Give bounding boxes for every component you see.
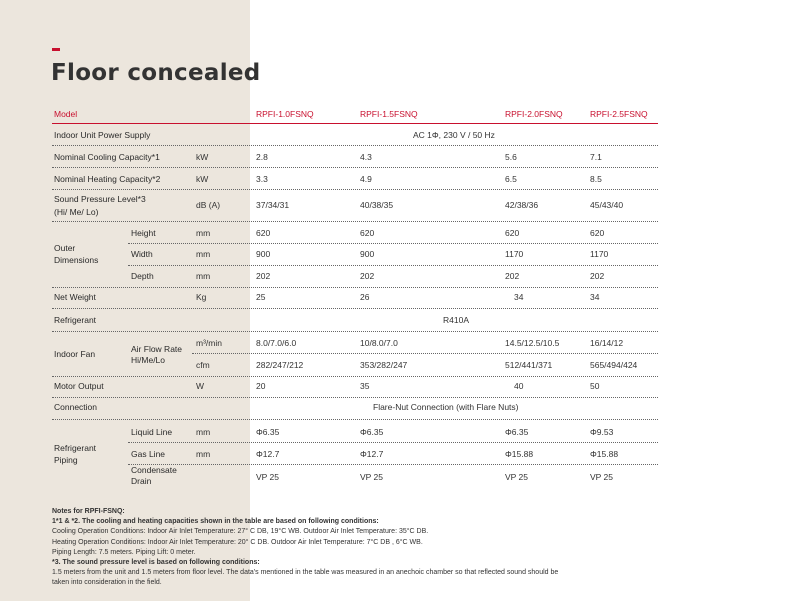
note-piping: Piping Length: 7.5 meters. Piping Lift: 0 meter. [52,548,196,556]
sound-label: Sound Pressure Level*3 [54,194,146,204]
height-value-3: 620 [505,228,520,238]
width-value-1: 900 [256,249,271,259]
row-divider [192,353,658,354]
heating-unit: kW [196,174,209,184]
fan-cfm-value-4: 565/494/424 [590,360,638,370]
row-divider [52,145,658,146]
connection-label: Connection [54,402,98,412]
row-divider [52,167,658,168]
heating-value-3: 6.5 [505,174,517,184]
row-divider [128,265,658,266]
depth-value-2: 202 [360,271,375,281]
connection-value: Flare-Nut Connection (with Flare Nuts) [373,402,519,412]
height-unit: mm [196,228,211,238]
page-title: Floor concealed [51,60,261,86]
outer-label-sub: Dimensions [54,255,99,265]
fan-m3-value-1: 8.0/7.0/6.0 [256,338,297,348]
sound-value-2: 40/38/35 [360,200,394,210]
sound-label-sub: (Hi/ Me/ Lo) [54,207,99,217]
note-sound-detail: 1.5 meters from the unit and 1.5 meters from floor level. The data's mentioned in the table was measured in an anechoic chamber so that reflected sound should be [52,569,559,577]
gas-value-1: Φ12.7 [256,449,280,459]
drain-value-4: VP 25 [590,472,614,482]
liquid-value-2: Φ6.35 [360,427,384,437]
drain-label-sub: Drain [131,476,152,486]
drain-value-1: VP 25 [256,472,280,482]
note-sound-conditions: *3. The sound pressure level is based on following conditions: [52,559,260,567]
header-rule [52,123,658,124]
note-sound-detail-2: taken into consideration in the field. [52,579,162,587]
width-value-3: 1170 [505,249,524,259]
liquid-value-3: Φ6.35 [505,427,529,437]
notes-heading: Notes for RPFI-FSNQ: [52,508,125,515]
piping-label: Refrigerant [54,443,97,453]
fan-label: Indoor Fan [54,349,96,359]
heating-value-1: 3.3 [256,174,268,184]
row-divider [52,308,658,309]
gas-value-2: Φ12.7 [360,449,384,459]
width-label: Width [131,249,153,259]
fan-sub-label-2: Hi/Me/Lo [131,355,166,365]
depth-value-4: 202 [590,271,605,281]
weight-value-4: 34 [590,292,600,302]
cooling-value-2: 4.3 [360,152,372,162]
fan-cfm-value-3: 512/441/371 [505,360,553,370]
cooling-value-4: 7.1 [590,152,602,162]
heating-value-4: 8.5 [590,174,602,184]
width-unit: mm [196,249,211,259]
accent-dash [52,48,60,51]
row-divider [52,331,658,332]
motor-unit: W [196,381,205,391]
header-model-4: RPFI-2.5FSNQ [590,109,648,119]
refrigerant-label: Refrigerant [54,315,97,325]
liquid-value-4: Φ9.53 [590,427,614,437]
weight-value-3: 34 [514,292,524,302]
note-capacity-conditions: 1*1 & *2. The cooling and heating capacities shown in the table are based on following conditions: [52,518,379,526]
sound-value-1: 37/34/31 [256,200,290,210]
note-heating-conditions: Heating Operation Conditions: Indoor Air Inlet Temperature: 20° C DB. Outdoor Air Inlet Temperature: 7°C DB , 6°C WB. [52,538,423,546]
height-label: Height [131,228,156,238]
liquid-line-label: Liquid Line [131,427,173,437]
notes-block [52,507,692,589]
fan-cfm-value-2: 353/282/247 [360,360,408,370]
weight-label: Net Weight [54,292,96,302]
row-divider [128,442,658,443]
fan-m3-value-4: 16/14/12 [590,338,624,348]
gas-line-label: Gas Line [131,449,166,459]
weight-unit: Kg [196,292,207,302]
heating-value-2: 4.9 [360,174,372,184]
fan-sub-label: Air Flow Rate [131,344,183,354]
fan-unit-m3: m³/min [196,338,222,348]
row-divider [52,376,658,377]
height-value-4: 620 [590,228,605,238]
height-value-2: 620 [360,228,375,238]
depth-value-1: 202 [256,271,271,281]
liquid-value-1: Φ6.35 [256,427,280,437]
motor-label: Motor Output [54,381,104,391]
height-value-1: 620 [256,228,271,238]
motor-value-3: 40 [514,381,524,391]
cooling-label: Nominal Cooling Capacity*1 [54,152,160,162]
width-value-4: 1170 [590,249,609,259]
gas-value-3: Φ15.88 [505,449,534,459]
weight-value-1: 25 [256,292,266,302]
heating-label: Nominal Heating Capacity*2 [54,174,161,184]
drain-value-2: VP 25 [360,472,384,482]
drain-label: Condensate [131,465,177,475]
row-divider [52,397,658,398]
gas-line-unit: mm [196,449,211,459]
width-value-2: 900 [360,249,375,259]
fan-unit-cfm: cfm [196,360,210,370]
row-divider [128,464,658,465]
fan-cfm-value-1: 282/247/212 [256,360,304,370]
motor-value-2: 35 [360,381,370,391]
header-model-3: RPFI-2.0FSNQ [505,109,563,119]
row-divider [52,419,658,420]
fan-m3-value-2: 10/8.0/7.0 [360,338,398,348]
motor-value-4: 50 [590,381,600,391]
fan-m3-value-3: 14.5/12.5/10.5 [505,338,560,348]
liquid-line-unit: mm [196,427,211,437]
piping-label-sub: Piping [54,455,78,465]
sound-value-4: 45/43/40 [590,200,624,210]
power-value: AC 1Φ, 230 V / 50 Hz [413,130,495,140]
motor-value-1: 20 [256,381,266,391]
cooling-value-1: 2.8 [256,152,268,162]
cooling-unit: kW [196,152,209,162]
row-divider [52,287,658,288]
cooling-value-3: 5.6 [505,152,517,162]
outer-label: Outer [54,243,76,253]
gas-value-4: Φ15.88 [590,449,619,459]
row-divider [52,189,658,190]
power-label: Indoor Unit Power Supply [54,130,151,140]
depth-value-3: 202 [505,271,520,281]
sound-unit: dB (A) [196,200,221,210]
note-cooling-conditions: Cooling Operation Conditions: Indoor Air Inlet Temperature: 27° C DB, 19°C WB. Outdoor Air Inlet Temperature: 35°C DB. [52,528,429,536]
row-divider [52,221,658,222]
header-model-2: RPFI-1.5FSNQ [360,109,418,119]
depth-unit: mm [196,271,211,281]
drain-value-3: VP 25 [505,472,529,482]
header-model-1: RPFI-1.0FSNQ [256,109,314,119]
depth-label: Depth [131,271,154,281]
weight-value-2: 26 [360,292,370,302]
sound-value-3: 42/38/36 [505,200,539,210]
row-divider [128,243,658,244]
refrigerant-value: R410A [443,315,469,325]
header-model: Model [54,109,78,119]
